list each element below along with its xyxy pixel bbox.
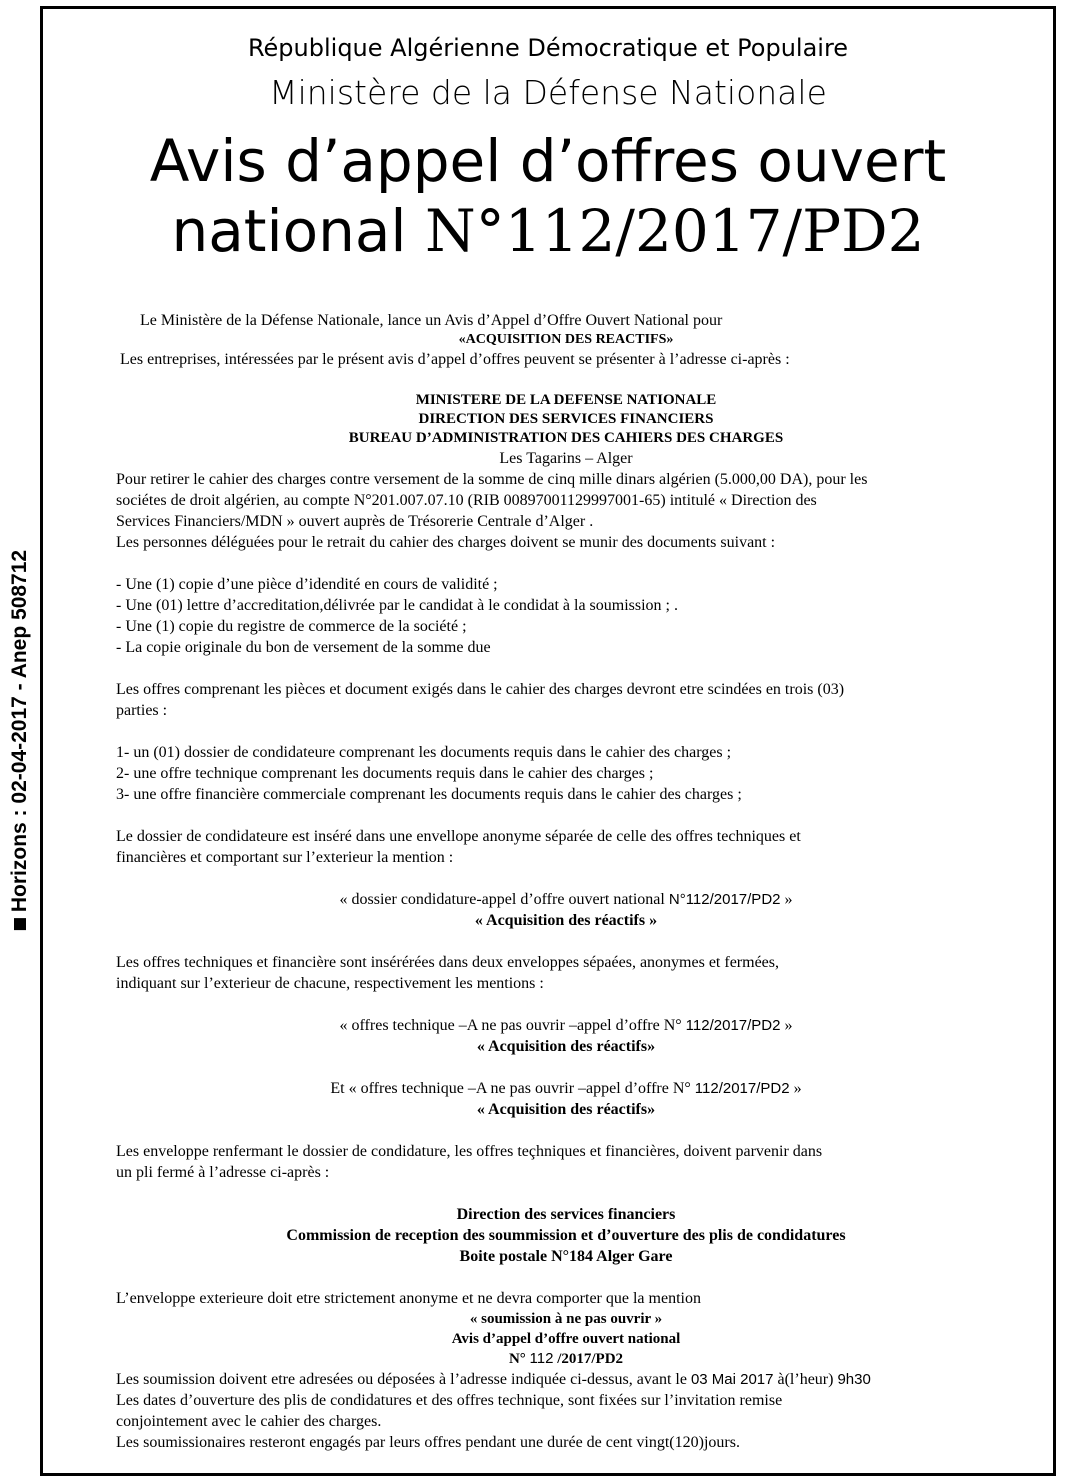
partie-item: 3- une offre financière commerciale comprenant les documents requis dans le cahier des charges ; bbox=[116, 786, 742, 803]
final-line-3: conjointement avec le cahier des charges. bbox=[116, 1413, 382, 1430]
side-label-text: Horizons : 02-04-2017 - Anep 508712 bbox=[8, 549, 31, 913]
final-line-4: Les soumissionaires resteront engagés par leurs offres pendant une durée de cent vingt(120)jours. bbox=[116, 1434, 740, 1451]
document-item: - Une (01) lettre d’accreditation,délivrée par le candidat à le condidat à la soumission ; . bbox=[116, 597, 678, 614]
title-line-1: Avis d’appel d’offres ouvert bbox=[149, 127, 947, 195]
intro-line-3: Les entreprises, intéressées par le présent avis d’appel d’offres peuvent se présenter à l’adresse ci-après : bbox=[120, 351, 790, 368]
dossier-mention-1: « dossier condidature-appel d’offre ouvert national N°112/2017/PD2 » bbox=[339, 891, 793, 908]
republic-line: République Algérienne Démocratique et Populaire bbox=[247, 34, 849, 62]
address1-line-4: Les Tagarins – Alger bbox=[499, 450, 633, 467]
exterieure-line-1: L’enveloppe exterieure doit etre strictement anonyme et ne devra comporter que la mention bbox=[116, 1290, 701, 1307]
partie-item: 2- une offre technique comprenant les documents requis dans le cahier des charges ; bbox=[116, 765, 654, 782]
address1-line-2: DIRECTION DES SERVICES FINANCIERS bbox=[418, 411, 714, 427]
document-header bbox=[43, 28, 1053, 266]
title-line-2 bbox=[43, 196, 1053, 266]
parvenir-line-2: un pli fermé à l’adresse ci-après : bbox=[116, 1164, 330, 1181]
enveloppes-line-2: indiquant sur l’exterieur de chacune, respectivement les mentions : bbox=[116, 975, 544, 992]
technical-mention-1: « offres technique –A ne pas ouvrir –appel d’offre N° 112/2017/PD2 » bbox=[339, 1017, 793, 1034]
document-item: - Une (1) copie d’une pièce d’idendité en cours de validité ; bbox=[116, 576, 498, 593]
enveloppes-line-1: Les offres techniques et financière sont insérérées dans deux enveloppes sépaées, anonymes et fermées, bbox=[116, 954, 779, 971]
technical-mention-2: Et « offres technique –A ne pas ouvrir –appel d’offre N° 112/2017/PD2 » bbox=[330, 1080, 802, 1097]
side-strip bbox=[0, 0, 40, 1484]
title-reference-number: N°112/2017/PD2 bbox=[424, 197, 925, 265]
side-publication-label bbox=[8, 550, 32, 930]
document-item: - Une (1) copie du registre de commerce de la société ; bbox=[116, 618, 467, 635]
document-title bbox=[43, 126, 1053, 266]
address2-line-1: Direction des services financiers bbox=[456, 1206, 676, 1223]
final-line-1: Les soumission doivent etre adresées ou déposées à l’adresse indiquée ci-dessus, avant le 03 Mai 2017 à(l’heur) 9h30 bbox=[116, 1371, 871, 1388]
address2-line-3: Boite postale N°184 Alger Gare bbox=[459, 1248, 673, 1265]
retrait-line-4: Les personnes déléguées pour le retrait du cahier des charges doivent se munir des documents suivant : bbox=[116, 534, 776, 551]
ministry-line: Ministère de la Défense Nationale bbox=[269, 73, 827, 112]
address1-line-3: BUREAU D’ADMINISTRATION DES CAHIERS DES CHARGES bbox=[348, 430, 784, 446]
exterieure-number: N° 112 /2017/PD2 bbox=[508, 1350, 624, 1367]
retrait-line-3: Services Financiers/MDN » ouvert auprès de Trésorerie Centrale d’Alger . bbox=[116, 513, 594, 530]
offres-line-2: parties : bbox=[116, 702, 168, 719]
technical-mention-2-subject: « Acquisition des réactifs» bbox=[476, 1101, 656, 1118]
parvenir-line-1: Les enveloppe renfermant le dossier de condidature, les offres teçhniques et financières, doivent parvenir dans bbox=[116, 1143, 823, 1160]
partie-item: 1- un (01) dossier de condidateure comprenant les documents requis dans le cahier des charges ; bbox=[116, 744, 732, 761]
address1-line-1: MINISTERE DE LA DEFENSE NATIONALE bbox=[415, 392, 717, 408]
address2-line-2: Commission de reception des soummission et d’ouverture des plis de condidatures bbox=[286, 1227, 846, 1244]
retrait-line-1: Pour retirer le cahier des charges contre versement de la somme de cinq mille dinars algérien (5.000,00 DA), pour les bbox=[116, 471, 868, 488]
final-line-2: Les dates d’ouverture des plis de condidatures et des offres technique, sont fixées sur l’invitation remise bbox=[116, 1392, 783, 1409]
document-item: - La copie originale du bon de versement de la somme due bbox=[116, 639, 491, 656]
dossier-line-2: financières et comportant sur l’exterieur la mention : bbox=[116, 849, 454, 866]
exterieure-mention: « soumission à ne pas ouvrir » bbox=[469, 1311, 663, 1327]
exterieure-avis: Avis d’appel d’offre ouvert national bbox=[451, 1331, 681, 1347]
square-bullet-icon bbox=[14, 918, 26, 930]
document-body bbox=[116, 310, 1016, 1453]
technical-mention-1-subject: « Acquisition des réactifs» bbox=[476, 1038, 656, 1055]
intro-line-1: Le Ministère de la Défense Nationale, lance un Avis d’Appel d’Offre Ouvert National pour bbox=[140, 312, 723, 329]
dossier-mention-2: « Acquisition des réactifs » bbox=[474, 912, 658, 929]
dossier-line-1: Le dossier de condidateure est inséré dans une envellope anonyme séparée de celle des offres techniques et bbox=[116, 828, 801, 845]
retrait-line-2: sociétes de droit algérien, au compte N°201.007.07.10 (RIB 00897001129997001-65) intitulé « Direction des bbox=[116, 492, 817, 509]
offres-line-1: Les offres comprenant les pièces et document exigés dans le cahier des charges devront etre scindées en trois (03) bbox=[116, 681, 845, 698]
intro-subject: «ACQUISITION DES REACTIFS» bbox=[458, 332, 674, 347]
title-national: national bbox=[171, 197, 407, 265]
